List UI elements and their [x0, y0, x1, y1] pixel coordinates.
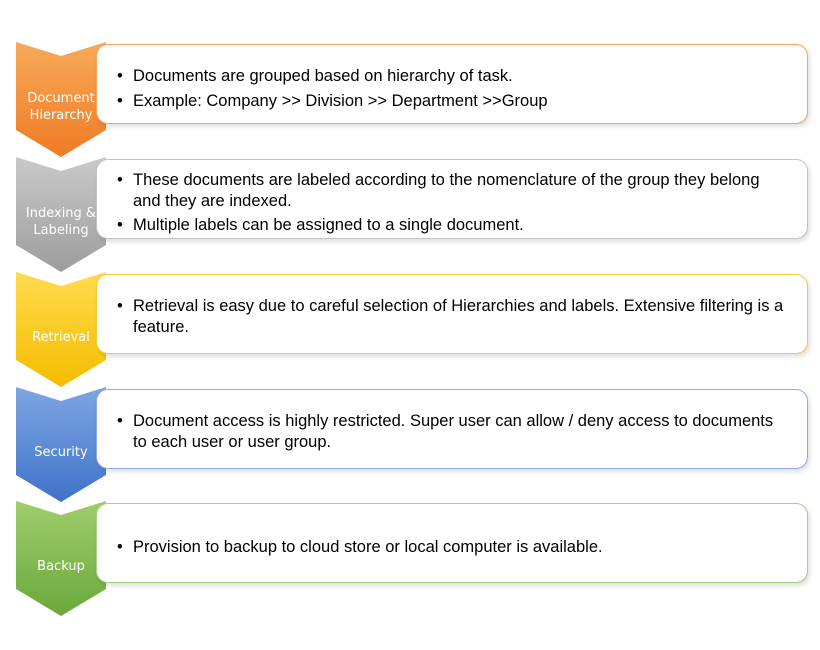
chevron-arrow-shape [16, 42, 106, 157]
bullet-item: • Documents are grouped based on hierarchy of task. [117, 66, 787, 87]
bullet-item: • Provision to backup to cloud store or local computer is available. [117, 537, 787, 558]
stage-label-line: Labeling [33, 223, 89, 238]
stage-card [96, 159, 808, 239]
chevron-arrow-shape [16, 387, 106, 502]
stage-backup [0, 501, 820, 616]
stage-document-hierarchy [0, 42, 820, 157]
bullet-item: • Example: Company >> Division >> Department >>Group [117, 91, 787, 112]
chevron-arrow-shape [16, 272, 106, 387]
bullet-list [117, 537, 787, 558]
stage-card [96, 389, 808, 469]
stage-label [16, 329, 106, 346]
stage-label [16, 90, 106, 124]
stage-label-line: Hierarchy [29, 108, 93, 123]
stage-label [16, 205, 106, 239]
stage-label [16, 444, 106, 461]
stage-card [96, 44, 808, 124]
stage-security [0, 387, 820, 502]
bullet-list [117, 170, 787, 236]
stage-label-line: Security [34, 445, 88, 460]
stage-label [16, 558, 106, 575]
chevron-arrow-shape [16, 501, 106, 616]
bullet-item: • These documents are labeled according to the nomenclature of the group they belong and they are indexed. [117, 170, 787, 212]
stage-card [96, 274, 808, 354]
stage-label-line: Indexing & [25, 206, 97, 221]
bullet-item: • Document access is highly restricted. Super user can allow / deny access to documents to each user or user group. [117, 411, 787, 453]
stage-label-line: Retrieval [32, 330, 90, 345]
stage-retrieval [0, 272, 820, 387]
stage-label-line: Backup [37, 559, 85, 574]
bullet-list [117, 66, 787, 112]
bullet-list [117, 411, 787, 453]
bullet-item: • Retrieval is easy due to careful selection of Hierarchies and labels. Extensive filtering is a feature. [117, 296, 787, 338]
stage-label-line: Document [27, 91, 95, 106]
stage-card [96, 503, 808, 583]
bullet-list [117, 296, 787, 338]
bullet-item: • Multiple labels can be assigned to a single document. [117, 215, 787, 236]
chevron-arrow-shape [16, 157, 106, 272]
stage-indexing-labeling [0, 157, 820, 272]
